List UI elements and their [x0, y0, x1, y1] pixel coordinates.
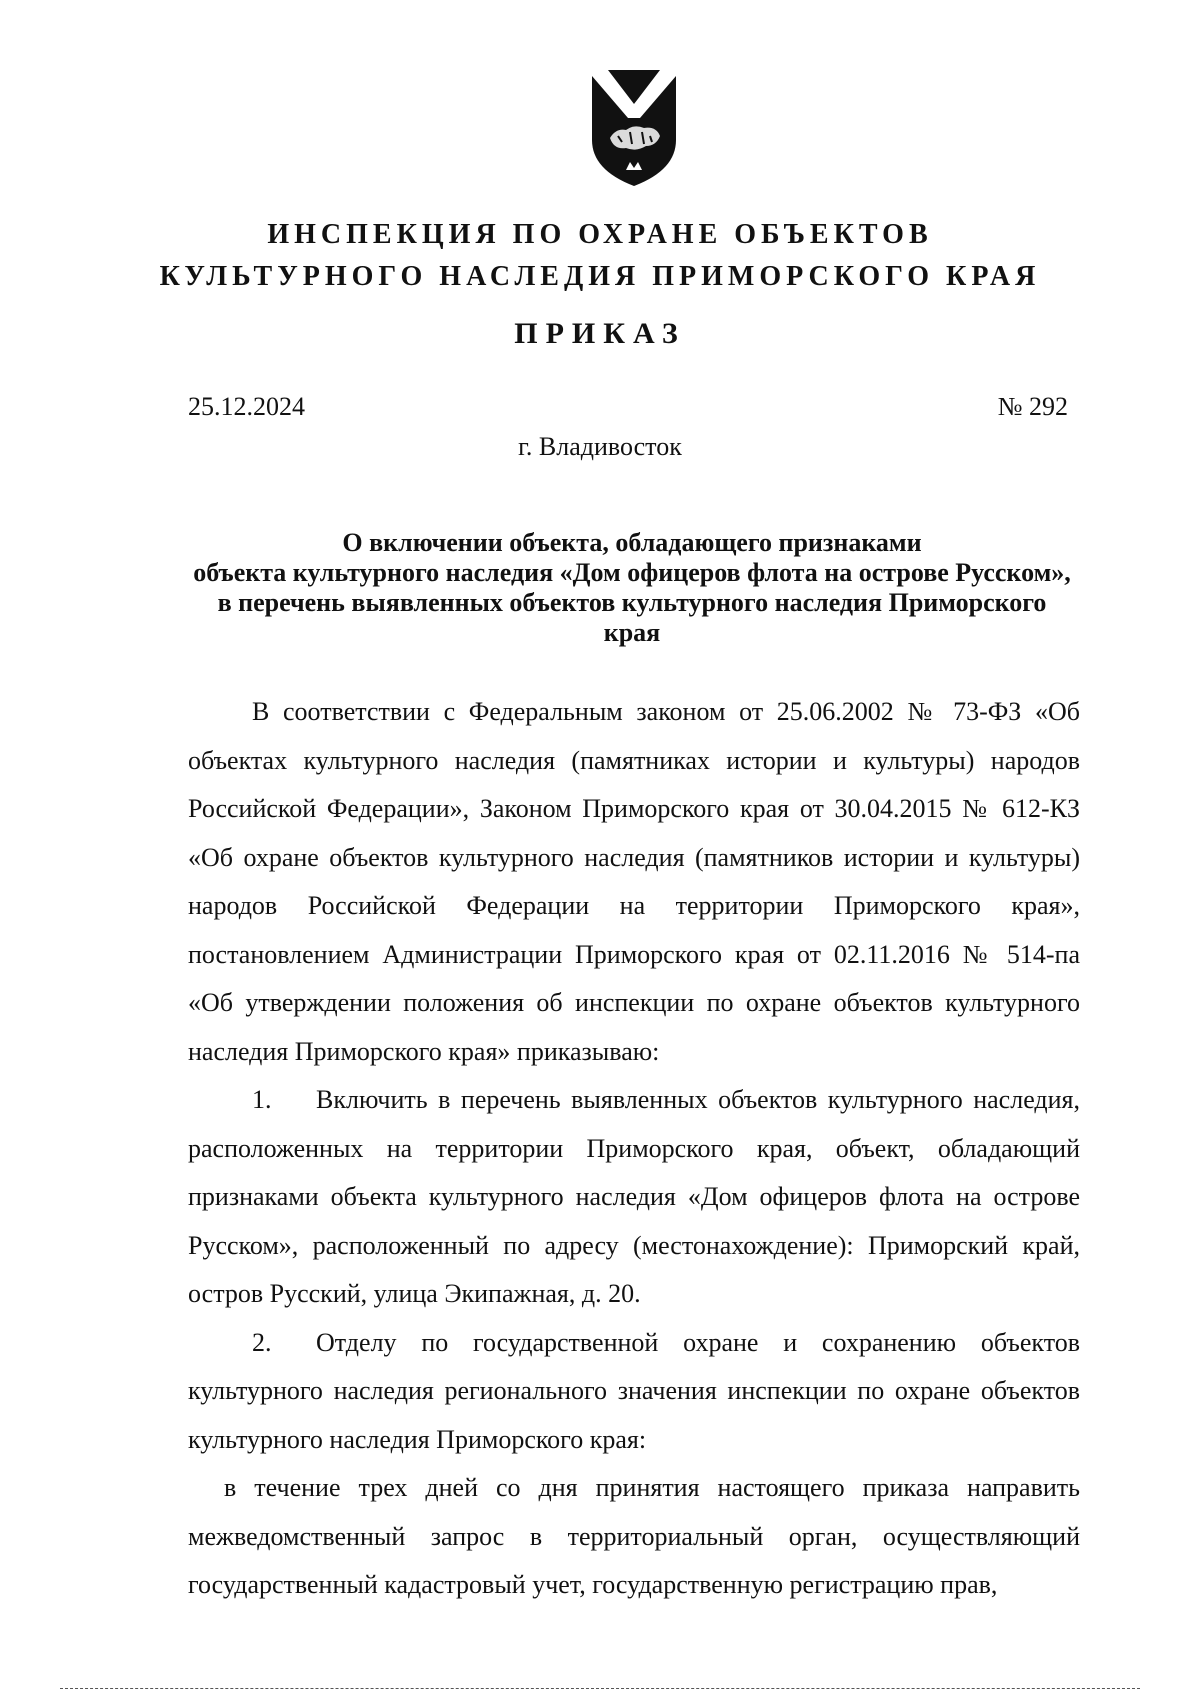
subject-line: края: [603, 618, 661, 647]
coat-of-arms-icon: [586, 66, 682, 190]
order-item-2: [188, 1319, 1080, 1465]
document-number: № 292: [997, 392, 1068, 421]
order-item-text: Отделу по государственной охране и сохранению объектов культурного наследия регионального значения инспекции по охране объектов культурного наследия Приморского края:: [188, 1327, 1080, 1454]
document-city: г. Владивосток: [518, 432, 682, 461]
subject-line: О включении объекта, обладающего признаками: [342, 528, 922, 557]
document-body: [188, 688, 1080, 1610]
subject-line: в перечень выявленных объектов культурного наследия Приморского: [217, 588, 1047, 617]
document-date: 25.12.2024: [188, 392, 305, 421]
order-item-1: [188, 1076, 1080, 1319]
organization-name-line1: ИНСПЕКЦИЯ ПО ОХРАНЕ ОБЪЕКТОВ: [267, 219, 933, 250]
page-bottom-rule: [60, 1688, 1140, 1689]
preamble-paragraph: В соответствии с Федеральным законом от 25.06.2002 № 73-ФЗ «Об объектах культурного наследия (памятниках истории и культуры) народов Российской Федерации», Законом Приморского края от 30.04.2015 № 612-КЗ «Об охране объектов культурного наследия (памятников истории и культуры) народов Российской Федерации на территории Приморского края», постановлением Администрации Приморского края от 02.11.2016 № 514-па «Об утверждении положения об инспекции по охране объектов культурного наследия Приморского края» приказываю:: [188, 697, 1080, 1066]
order-item-number: 1.: [252, 1085, 272, 1114]
order-sub-item: в течение трех дней со дня принятия настоящего приказа направить межведомственный запрос в территориальный орган, осуществляющий государственный кадастровый учет, государственную регистрацию прав,: [188, 1473, 1080, 1599]
order-item-text: Включить в перечень выявленных объектов культурного наследия, расположенных на территории Приморского края, объект, обладающий признаками объекта культурного наследия «Дом офицеров флота на острове Русском», расположенный по адресу (местонахождение): Приморский край, остров Русский, улица Экипажная, д. 20.: [188, 1085, 1080, 1308]
subject-line: объекта культурного наследия «Дом офицеров флота на острове Русском»,: [193, 558, 1071, 587]
order-item-number: 2.: [252, 1327, 272, 1357]
organization-name-line2: КУЛЬТУРНОГО НАСЛЕДИЯ ПРИМОРСКОГО КРАЯ: [159, 261, 1041, 292]
document-subject: [180, 528, 1084, 648]
document-type-title: ПРИКАЗ: [514, 317, 686, 350]
